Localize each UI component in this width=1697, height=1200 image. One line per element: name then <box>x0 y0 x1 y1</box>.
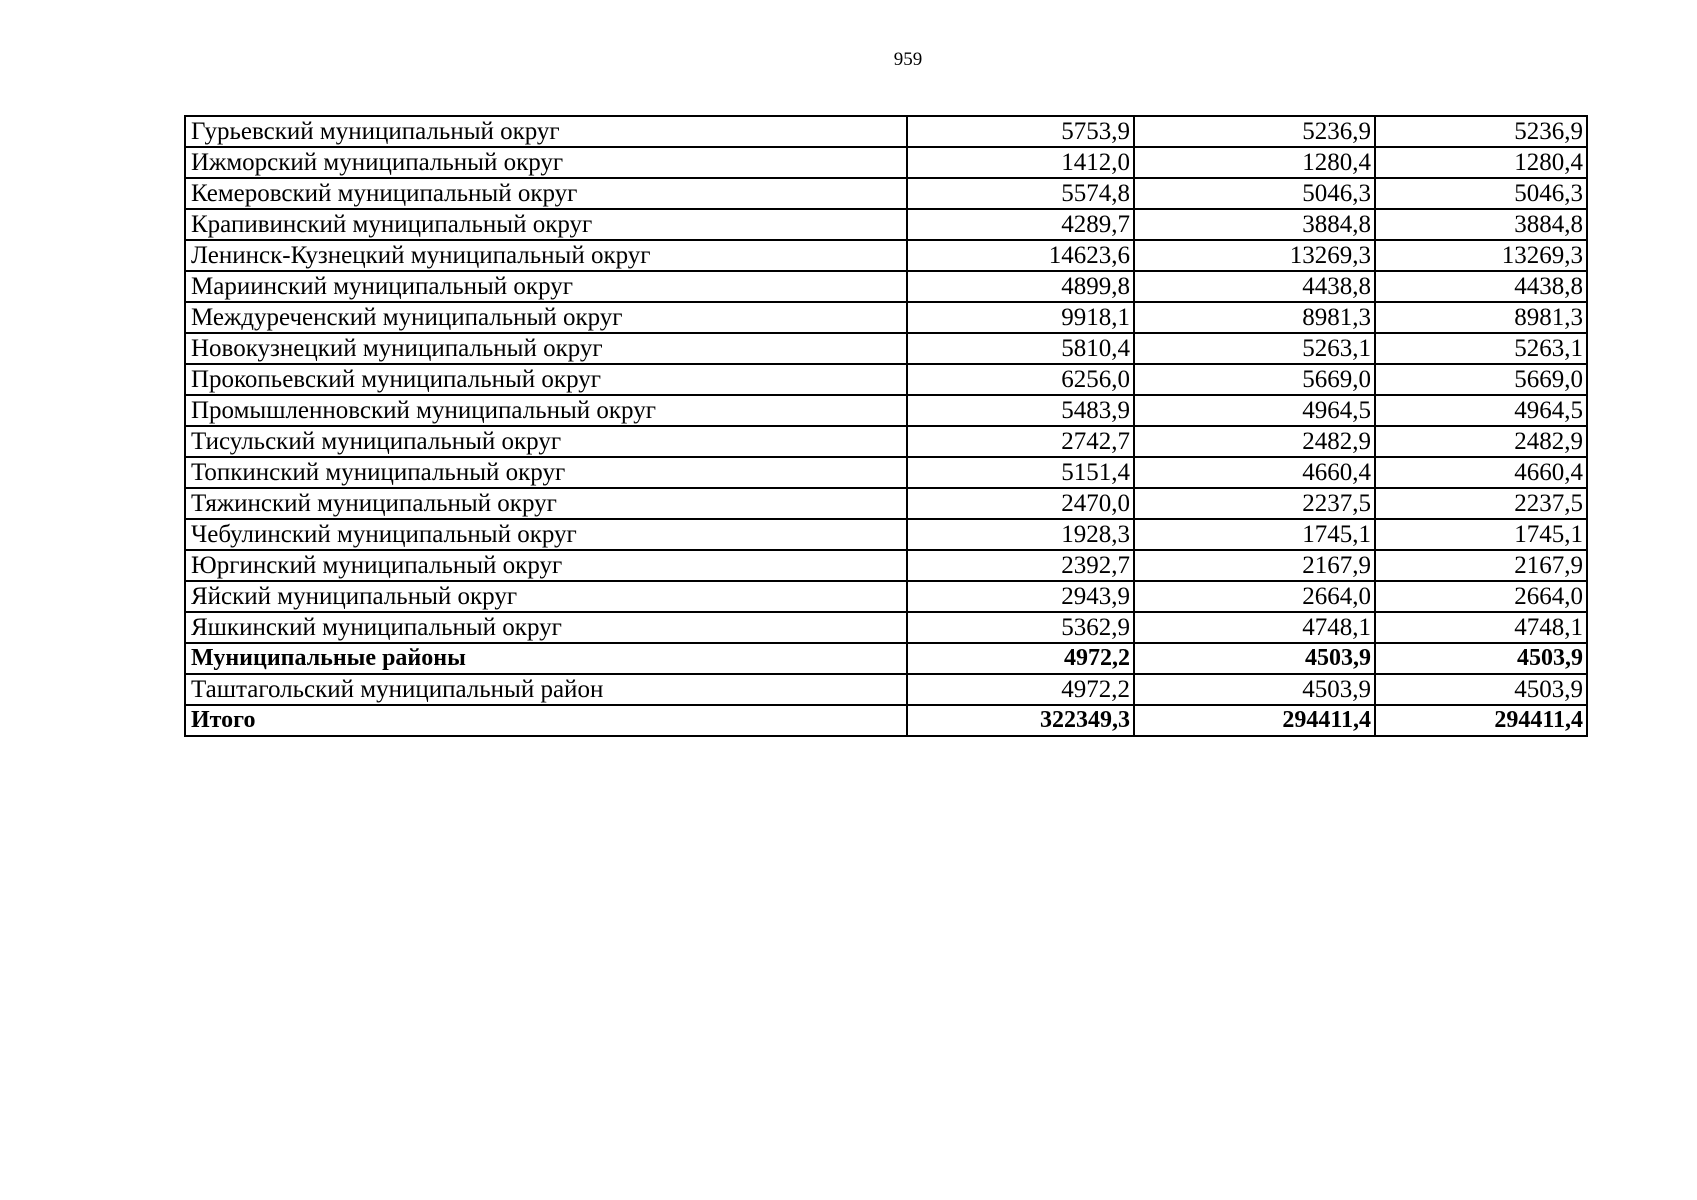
municipality-name: Ижморский муниципальный округ <box>185 147 907 178</box>
value-col-1: 2943,9 <box>907 581 1134 612</box>
value-col-1: 5483,9 <box>907 395 1134 426</box>
municipality-name: Мариинский муниципальный округ <box>185 271 907 302</box>
value-col-2: 1280,4 <box>1134 147 1375 178</box>
value-col-2: 5046,3 <box>1134 178 1375 209</box>
municipality-name: Прокопьевский муниципальный округ <box>185 364 907 395</box>
municipality-name: Чебулинский муниципальный округ <box>185 519 907 550</box>
value-col-1: 4972,2 <box>907 643 1134 674</box>
value-col-3: 8981,3 <box>1375 302 1587 333</box>
table-row <box>185 519 1587 550</box>
table-row <box>185 426 1587 457</box>
table-row <box>185 550 1587 581</box>
municipality-name: Яйский муниципальный округ <box>185 581 907 612</box>
value-col-1: 1412,0 <box>907 147 1134 178</box>
table-row <box>185 581 1587 612</box>
value-col-1: 4289,7 <box>907 209 1134 240</box>
value-col-2: 4748,1 <box>1134 612 1375 643</box>
municipality-name: Тисульский муниципальный округ <box>185 426 907 457</box>
value-col-2: 2482,9 <box>1134 426 1375 457</box>
value-col-3: 5263,1 <box>1375 333 1587 364</box>
value-col-3: 3884,8 <box>1375 209 1587 240</box>
municipality-name: Итого <box>185 705 907 736</box>
value-col-3: 4660,4 <box>1375 457 1587 488</box>
value-col-2: 4964,5 <box>1134 395 1375 426</box>
value-col-2: 1745,1 <box>1134 519 1375 550</box>
value-col-2: 2237,5 <box>1134 488 1375 519</box>
value-col-1: 5362,9 <box>907 612 1134 643</box>
table-row <box>185 178 1587 209</box>
value-col-3: 4964,5 <box>1375 395 1587 426</box>
value-col-1: 4899,8 <box>907 271 1134 302</box>
value-col-1: 1928,3 <box>907 519 1134 550</box>
municipality-name: Тяжинский муниципальный округ <box>185 488 907 519</box>
value-col-3: 294411,4 <box>1375 705 1587 736</box>
value-col-1: 5753,9 <box>907 116 1134 147</box>
value-col-3: 13269,3 <box>1375 240 1587 271</box>
value-col-3: 2664,0 <box>1375 581 1587 612</box>
municipality-name: Крапивинский муниципальный округ <box>185 209 907 240</box>
value-col-2: 13269,3 <box>1134 240 1375 271</box>
municipality-name: Муниципальные районы <box>185 643 907 674</box>
municipality-name: Кемеровский муниципальный округ <box>185 178 907 209</box>
page-number: 959 <box>893 49 923 70</box>
value-col-3: 4503,9 <box>1375 674 1587 705</box>
value-col-1: 322349,3 <box>907 705 1134 736</box>
table-body <box>185 116 1587 736</box>
budget-table <box>184 115 1588 737</box>
table-row <box>185 705 1587 736</box>
value-col-1: 9918,1 <box>907 302 1134 333</box>
municipality-name: Таштагольский муниципальный район <box>185 674 907 705</box>
table-row <box>185 209 1587 240</box>
value-col-2: 5263,1 <box>1134 333 1375 364</box>
value-col-3: 4438,8 <box>1375 271 1587 302</box>
table-row <box>185 240 1587 271</box>
municipality-name: Гурьевский муниципальный округ <box>185 116 907 147</box>
table-row <box>185 271 1587 302</box>
value-col-3: 2237,5 <box>1375 488 1587 519</box>
value-col-2: 3884,8 <box>1134 209 1375 240</box>
value-col-2: 4660,4 <box>1134 457 1375 488</box>
value-col-1: 14623,6 <box>907 240 1134 271</box>
value-col-2: 4503,9 <box>1134 643 1375 674</box>
value-col-3: 4748,1 <box>1375 612 1587 643</box>
value-col-2: 5236,9 <box>1134 116 1375 147</box>
table-row <box>185 395 1587 426</box>
value-col-1: 2742,7 <box>907 426 1134 457</box>
municipality-name: Яшкинский муниципальный округ <box>185 612 907 643</box>
value-col-2: 294411,4 <box>1134 705 1375 736</box>
municipality-name: Междуреченский муниципальный округ <box>185 302 907 333</box>
value-col-1: 6256,0 <box>907 364 1134 395</box>
value-col-2: 4503,9 <box>1134 674 1375 705</box>
value-col-3: 1745,1 <box>1375 519 1587 550</box>
municipality-name: Промышленновский муниципальный округ <box>185 395 907 426</box>
value-col-2: 4438,8 <box>1134 271 1375 302</box>
table-row <box>185 147 1587 178</box>
value-col-1: 2470,0 <box>907 488 1134 519</box>
value-col-2: 2167,9 <box>1134 550 1375 581</box>
table-row <box>185 612 1587 643</box>
table-row <box>185 643 1587 674</box>
value-col-3: 4503,9 <box>1375 643 1587 674</box>
value-col-3: 5046,3 <box>1375 178 1587 209</box>
table-row <box>185 116 1587 147</box>
municipality-name: Юргинский муниципальный округ <box>185 550 907 581</box>
municipality-name: Новокузнецкий муниципальный округ <box>185 333 907 364</box>
value-col-1: 5151,4 <box>907 457 1134 488</box>
value-col-1: 4972,2 <box>907 674 1134 705</box>
value-col-3: 2482,9 <box>1375 426 1587 457</box>
value-col-1: 5810,4 <box>907 333 1134 364</box>
municipality-name: Топкинский муниципальный округ <box>185 457 907 488</box>
value-col-1: 5574,8 <box>907 178 1134 209</box>
municipality-name: Ленинск-Кузнецкий муниципальный округ <box>185 240 907 271</box>
value-col-3: 5236,9 <box>1375 116 1587 147</box>
table-row <box>185 488 1587 519</box>
table-row <box>185 674 1587 705</box>
value-col-3: 1280,4 <box>1375 147 1587 178</box>
table-row <box>185 333 1587 364</box>
value-col-2: 2664,0 <box>1134 581 1375 612</box>
value-col-2: 5669,0 <box>1134 364 1375 395</box>
table-row <box>185 364 1587 395</box>
table-row <box>185 457 1587 488</box>
table-row <box>185 302 1587 333</box>
value-col-3: 2167,9 <box>1375 550 1587 581</box>
value-col-1: 2392,7 <box>907 550 1134 581</box>
value-col-2: 8981,3 <box>1134 302 1375 333</box>
value-col-3: 5669,0 <box>1375 364 1587 395</box>
